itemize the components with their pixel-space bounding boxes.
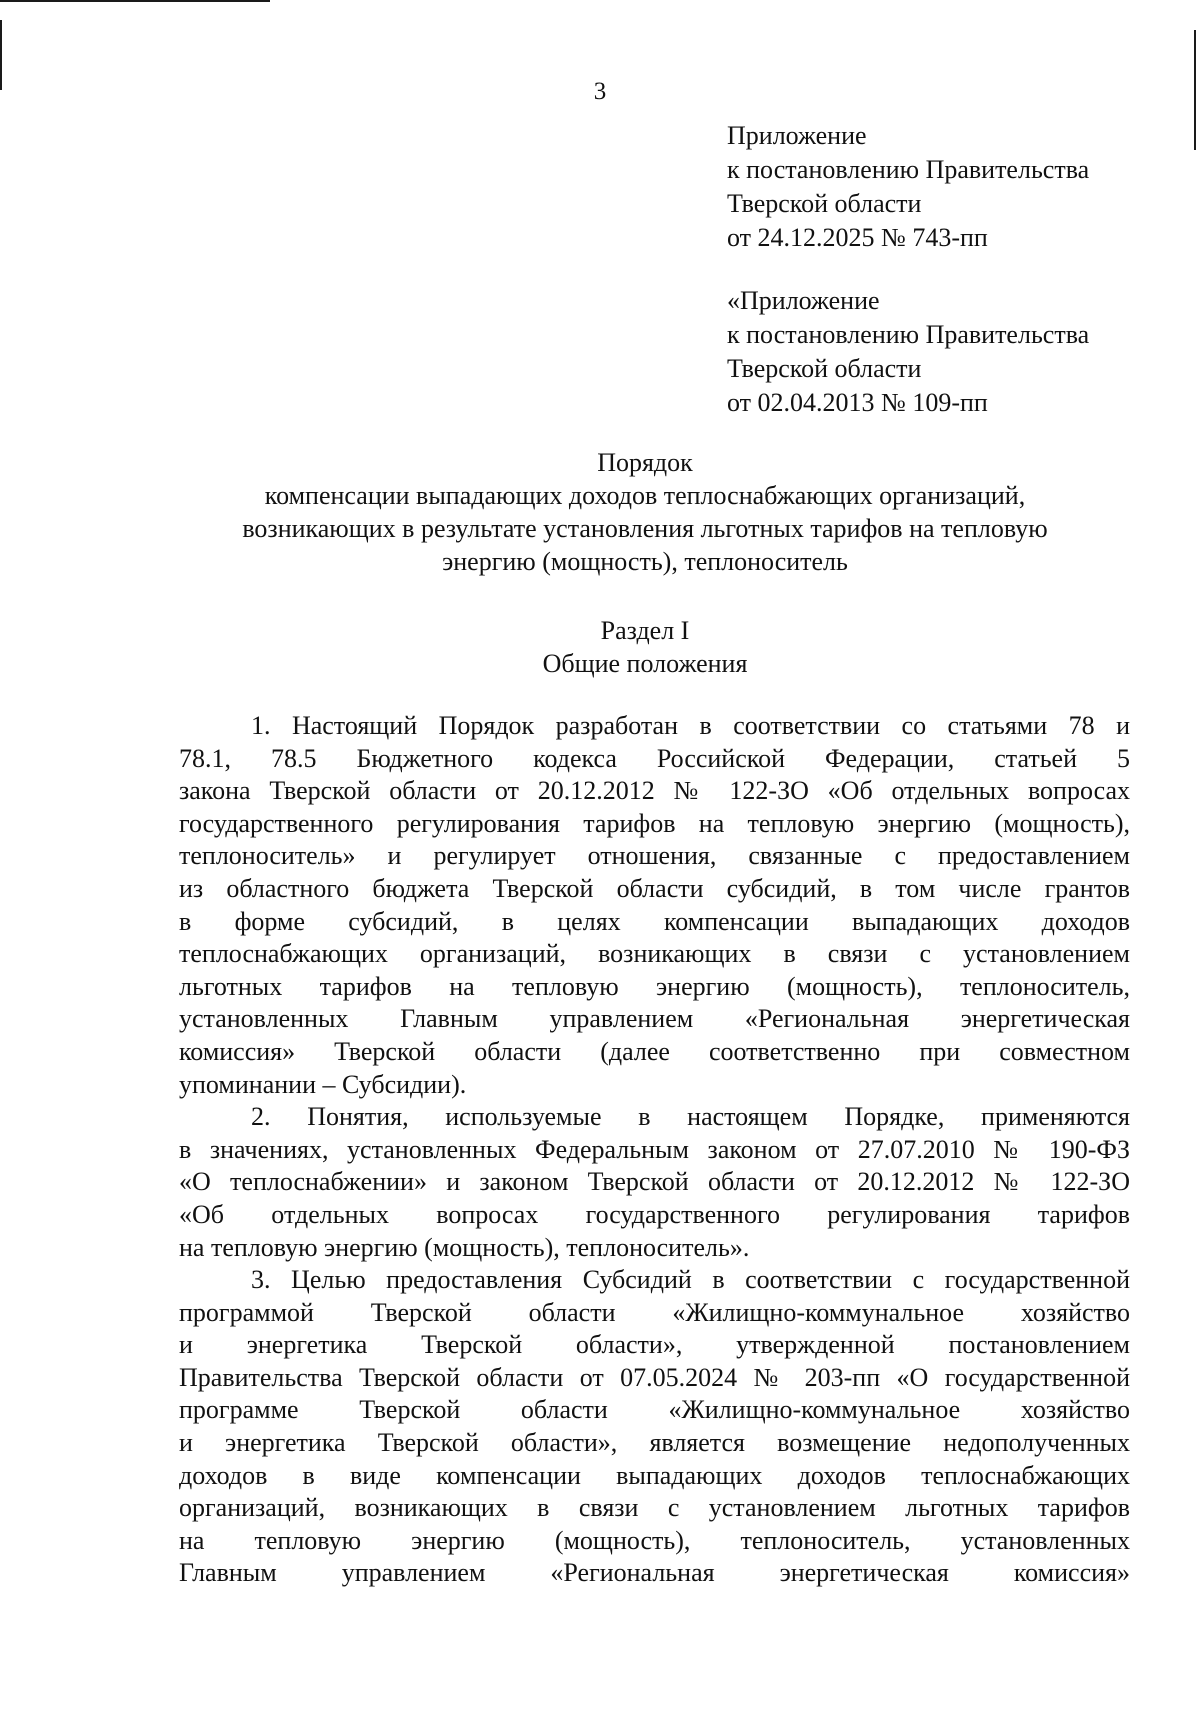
appendix-line: Приложение — [727, 121, 867, 150]
paragraph-1-line: в форме субсидий, в целях компенсации выпадающих доходов — [179, 906, 1130, 936]
paragraph-3-line: и энергетика Тверской области», является возмещение недополученных — [179, 1428, 1130, 1458]
document-title — [160, 446, 1130, 578]
appendix-line: к постановлению Правительства — [727, 155, 1090, 184]
paragraph-3-line: на тепловую энергию (мощность), теплоноситель, установленных — [179, 1525, 1130, 1555]
paragraph-3-line: и энергетика Тверской области», утвержденной постановлением — [179, 1330, 1130, 1360]
paragraph-2-line: 2. Понятия, используемые в настоящем Порядке, применяются — [251, 1102, 1130, 1132]
title-line: энергию (мощность), теплоноситель — [442, 547, 848, 576]
paragraph-1-line: установленных Главным управлением «Региональная энергетическая — [179, 1004, 1130, 1034]
section-name: Общие положения — [542, 649, 748, 678]
appendix-line: «Приложение — [727, 286, 880, 315]
appendix-line: от 24.12.2025 № 743-пп — [727, 223, 988, 252]
paragraph-1-line: из областного бюджета Тверской области субсидий, в том числе грантов — [179, 873, 1130, 903]
paragraph-3-line: программе Тверской области «Жилищно-коммунальное хозяйство — [179, 1395, 1130, 1425]
body-text — [179, 710, 1130, 1590]
appendix-header-current — [727, 119, 1167, 255]
paragraph-2-line: «О теплоснабжении» и законом Тверской области от 20.12.2012 № 122-ЗО — [179, 1167, 1130, 1197]
appendix-line: Тверской области — [727, 189, 922, 218]
paragraph-1-line: упоминании – Субсидии). — [179, 1069, 467, 1099]
paragraph-3-line: Правительства Тверской области от 07.05.2024 № 203-пп «О государственной — [179, 1362, 1130, 1392]
appendix-line: Тверской области — [727, 354, 922, 383]
paragraph-3-line: программой Тверской области «Жилищно-коммунальное хозяйство — [179, 1297, 1130, 1327]
paragraph-1-line: закона Тверской области от 20.12.2012 № 122-ЗО «Об отдельных вопросах — [179, 776, 1130, 806]
page-number: 3 — [593, 78, 607, 105]
appendix-line: к постановлению Правительства — [727, 320, 1090, 349]
section-heading — [160, 614, 1130, 680]
paragraph-3-line: организаций, возникающих в связи с установлением льготных тарифов — [179, 1493, 1130, 1523]
paragraph-2-line: «Об отдельных вопросах государственного регулирования тарифов — [179, 1199, 1130, 1229]
paragraph-1-line: государственного регулирования тарифов на тепловую энергию (мощность), — [179, 808, 1130, 838]
paragraph-2-line: на тепловую энергию (мощность), теплоноситель». — [179, 1232, 750, 1262]
scan-edge-top — [0, 0, 270, 2]
paragraph-1-line: теплоноситель» и регулирует отношения, связанные с предоставлением — [179, 841, 1130, 871]
paragraph-1-line: 78.1, 78.5 Бюджетного кодекса Российской Федерации, статьей 5 — [179, 743, 1130, 773]
paragraph-1-line: 1. Настоящий Порядок разработан в соответствии со статьями 78 и — [251, 711, 1130, 740]
paragraph-3-line: 3. Целью предоставления Субсидий в соответствии с государственной — [251, 1265, 1130, 1295]
title-line: возникающих в результате установления льготных тарифов на тепловую — [242, 514, 1048, 543]
paragraph-1-line: теплоснабжающих организаций, возникающих в связи с установлением — [179, 939, 1130, 969]
appendix-line: от 02.04.2013 № 109-пп — [727, 388, 988, 417]
paragraph-2-line: в значениях, установленных Федеральным законом от 27.07.2010 № 190-ФЗ — [179, 1134, 1130, 1164]
paragraph-1-line: комиссия» Тверской области (далее соответственно при совместном — [179, 1036, 1130, 1066]
appendix-header-original — [727, 284, 1167, 420]
title-line: Порядок — [597, 448, 693, 477]
paragraph-3-line: Главным управлением «Региональная энергетическая комиссия» — [179, 1558, 1130, 1588]
paragraph-1-line: льготных тарифов на тепловую энергию (мощность), теплоноситель, — [179, 971, 1130, 1001]
section-number: Раздел I — [600, 616, 690, 645]
title-line: компенсации выпадающих доходов теплоснабжающих организаций, — [264, 481, 1026, 510]
paragraph-3-line: доходов в виде компенсации выпадающих доходов теплоснабжающих — [179, 1460, 1130, 1490]
